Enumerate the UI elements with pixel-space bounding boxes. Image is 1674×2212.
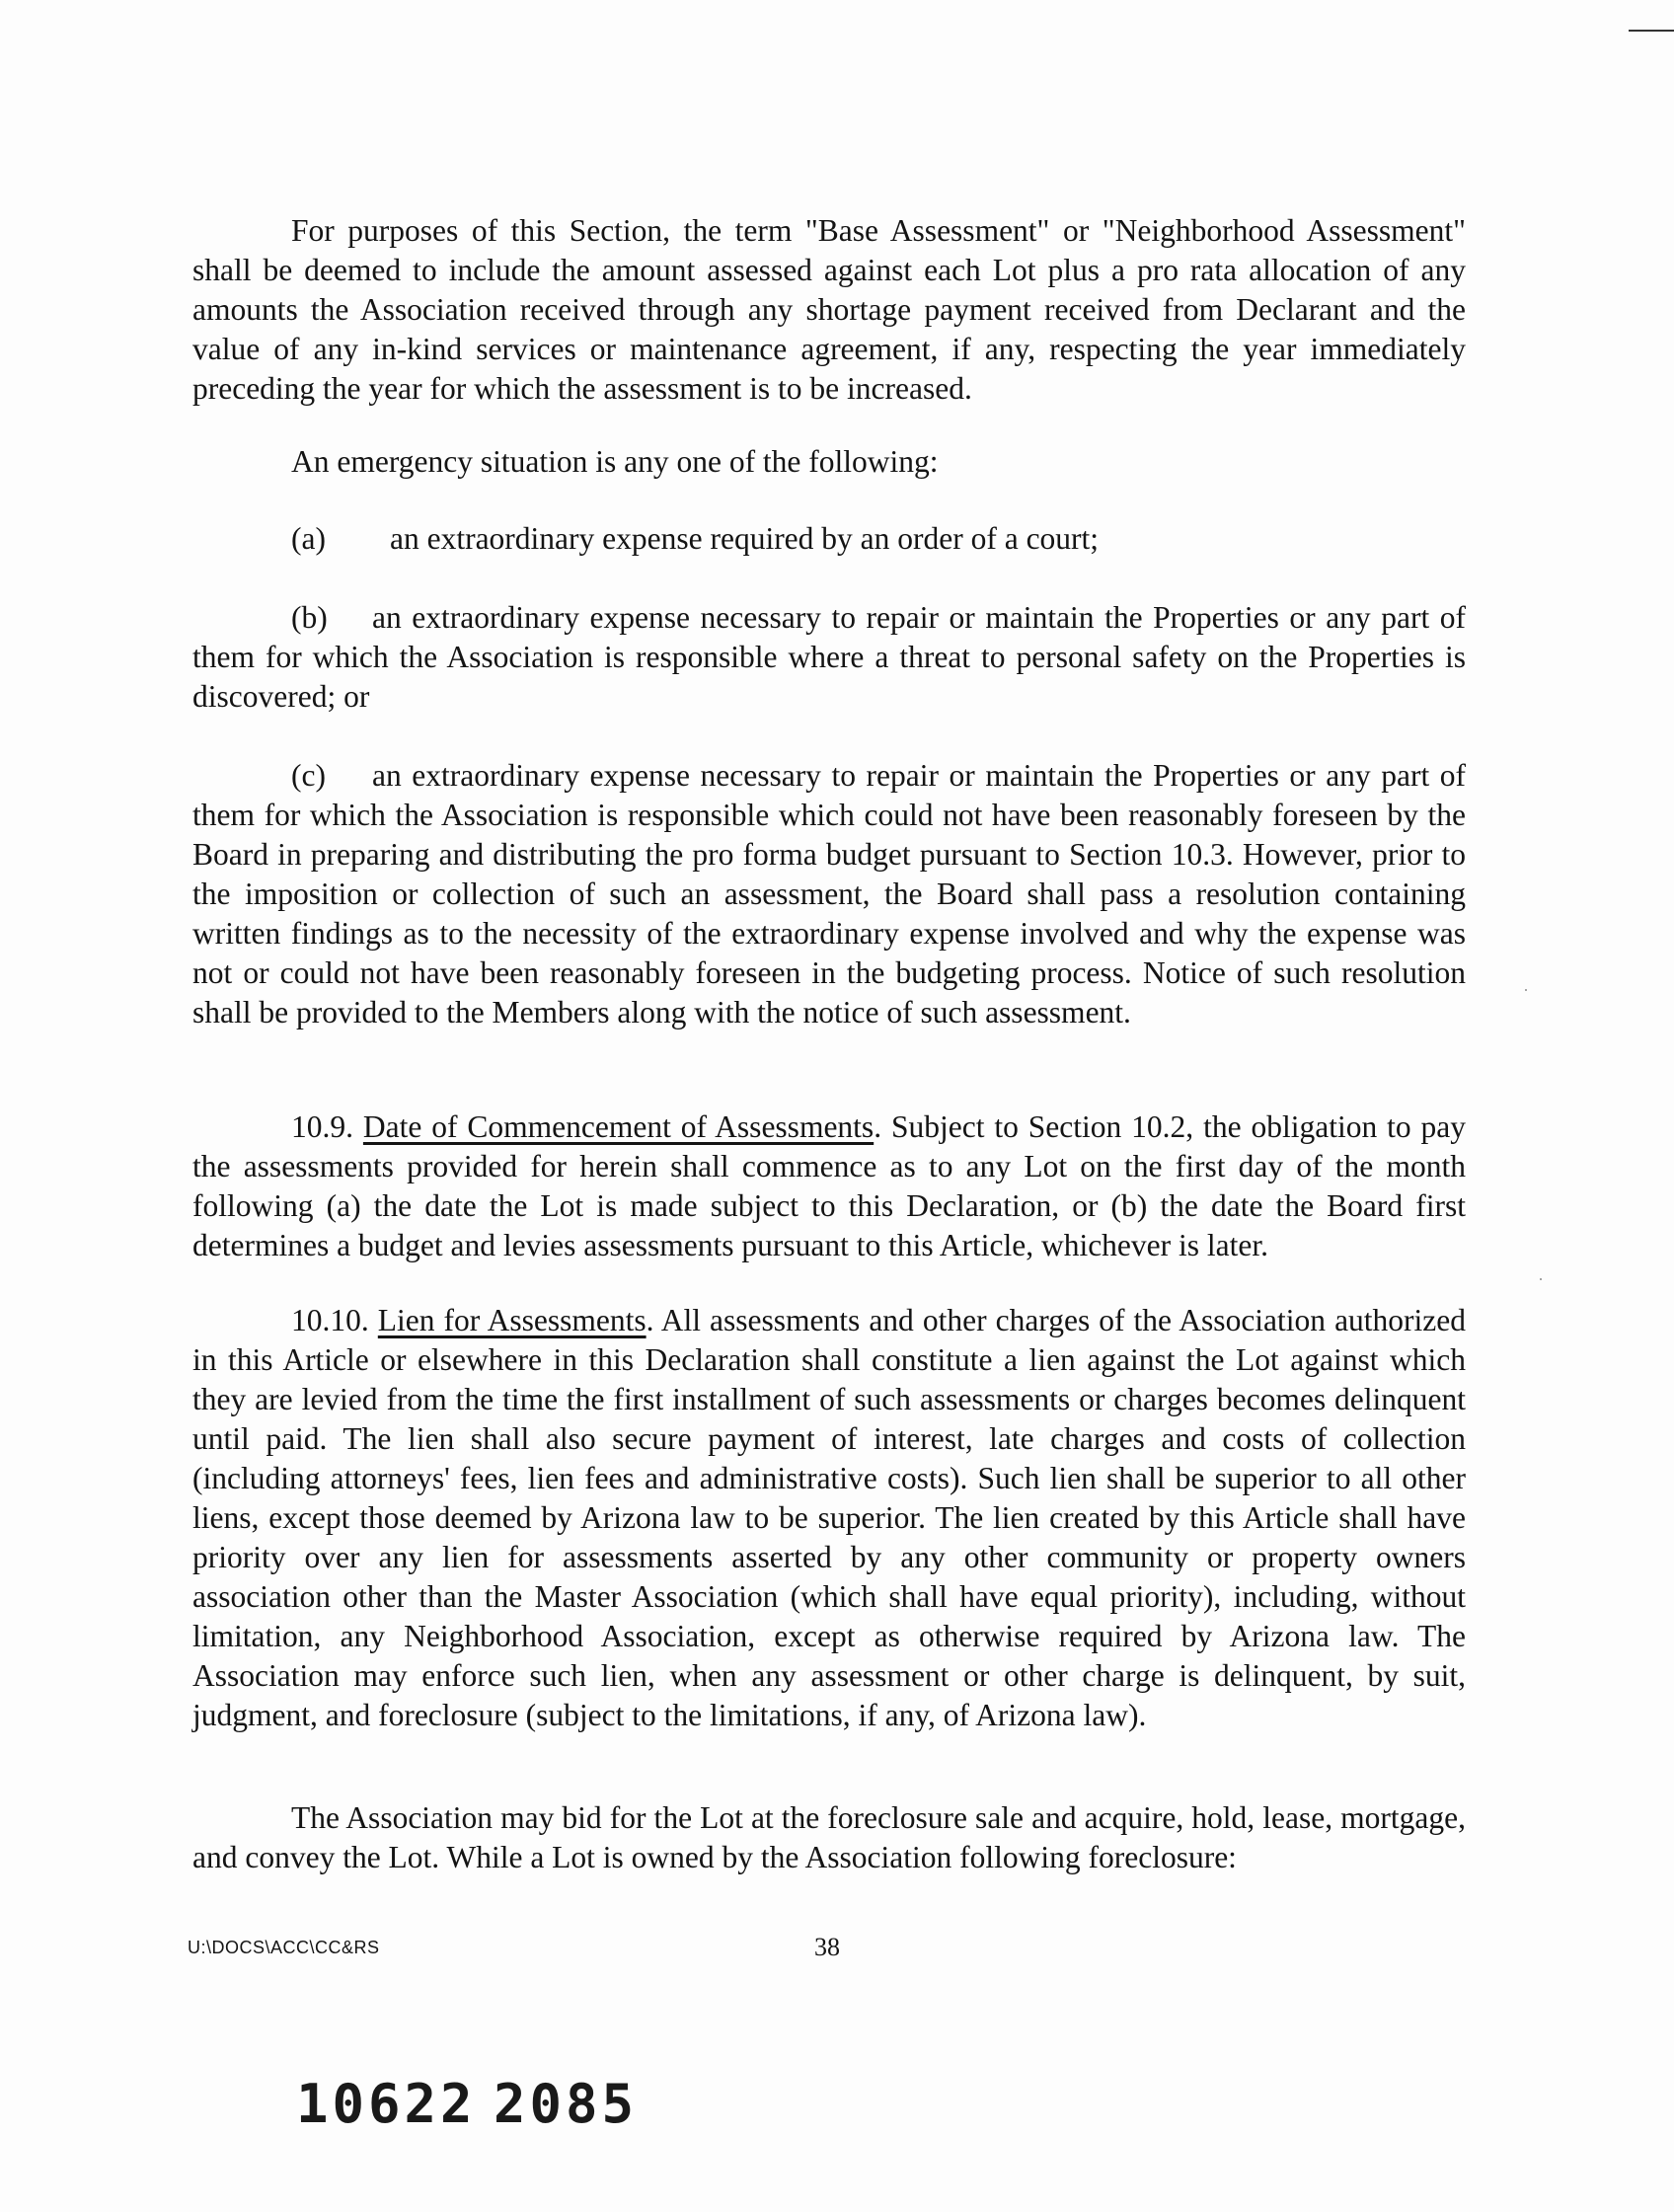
scan-speck: [1540, 1278, 1542, 1280]
list-item-text: an extraordinary expense necessary to repair or maintain the Properties or any part of them for which the Association is responsible where a threat to personal safety on the Properties is discovered; or: [192, 600, 1466, 714]
list-item-a: [192, 519, 1466, 559]
footer-file-path: U:\DOCS\ACC\CC&RS: [188, 1938, 380, 1957]
list-item-label: (a): [291, 521, 326, 556]
section-number: 10.10.: [291, 1303, 369, 1337]
section-title: Date of Commencement of Assessments: [362, 1109, 875, 1144]
paragraph-emergency-intro: An emergency situation is any one of the following:: [291, 444, 939, 479]
paragraph-base-assessment: For purposes of this Section, the term "Base Assessment" or "Neighborhood Assessment" shall be deemed to include the amount assessed against each Lot plus a pro rata allocation of any amounts the Association received through any shortage payment received from Declarant and the value of any in-kind services or maintenance agreement, if any, respecting the year immediately preceding the year for which the assessment is to be increased.: [192, 213, 1466, 406]
paragraph-foreclosure: The Association may bid for the Lot at the foreclosure sale and acquire, hold, lease, mortgage, and convey the Lot. While a Lot is owned by the Association following foreclosure:: [192, 1800, 1466, 1874]
section-10-10: [192, 1301, 1466, 1735]
list-item-b: [192, 598, 1466, 717]
recording-stamp-page: 2085: [494, 2073, 639, 2135]
page-number: 38: [814, 1933, 840, 1961]
list-item-text: an extraordinary expense necessary to repair or maintain the Properties or any part of them for which the Association is responsible which could not have been reasonably foreseen by the Board in preparing and distributing the pro forma budget pursuant to Section 10.3. However, prior to the imposition or collection of such an assessment, the Board shall pass a resolution containing written findings as to the necessity of the extraordinary expense involved and why the expense was not or could not have been reasonably foreseen in the budgeting process. Notice of such resolution shall be provided to the Members along with the notice of such assessment.: [192, 758, 1466, 1030]
section-text: . Subject to Section 10.2, the obligation to pay the assessments provided for herein shall commence as to any Lot on the first day of the month following (a) the date the Lot is made subject to this Declaration, or (b) the date the Board first determines a budget and levies assessments pursuant to this Article, whichever is later.: [192, 1109, 1466, 1262]
section-title: Lien for Assessments: [377, 1303, 647, 1337]
section-number: 10.9.: [291, 1109, 353, 1144]
scan-corner-mark: [1629, 30, 1674, 32]
section-10-9: [192, 1107, 1466, 1265]
scan-speck: [1525, 989, 1527, 991]
list-item-c: [192, 756, 1466, 1032]
recording-stamp-book: 10622: [296, 2073, 477, 2135]
list-item-text: an extraordinary expense required by an order of a court;: [390, 521, 1100, 556]
list-item-label: (b): [291, 600, 328, 635]
section-text: . All assessments and other charges of the Association authorized in this Article or elsewhere in this Declaration shall constitute a lien against the Lot against which they are levied from the time the first installment of such assessments or charges becomes delinquent until paid. The lien shall also secure payment of interest, late charges and costs of collection (including attorneys' fees, lien fees and administrative costs). Such lien shall be superior to all other liens, except those deemed by Arizona law to be superior. The lien created by this Article shall have priority over any lien for assessments asserted by any other community or property owners association other than the Master Association (which shall have equal priority), including, without limitation, any Neighborhood Association, except as otherwise required by Arizona law. The Association may enforce such lien, when any assessment or other charge is delinquent, by suit, judgment, and foreclosure (subject to the limitations, if any, of Arizona law).: [192, 1303, 1467, 1732]
list-item-label: (c): [291, 758, 326, 793]
